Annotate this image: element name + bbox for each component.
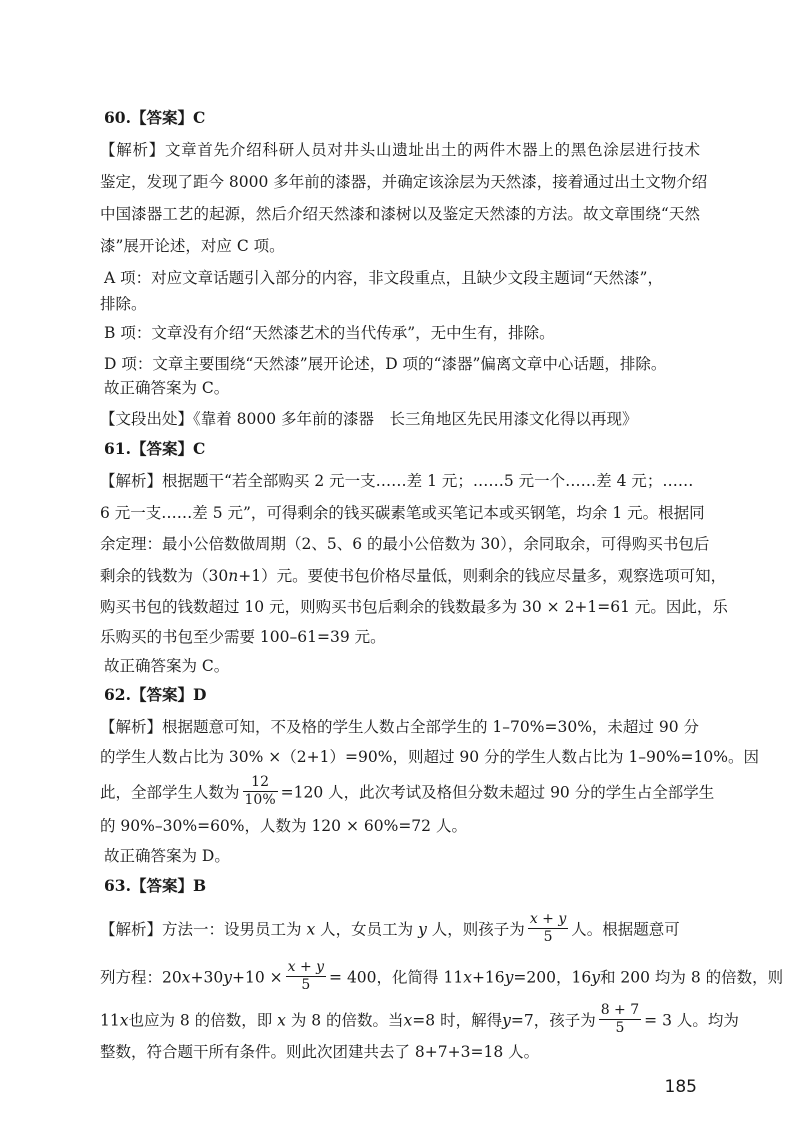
q60-final-answer: 故正确答案为 C。	[104, 379, 230, 397]
q63-analysis-line: 整数，符合题干所有条件。则此次团建共去了 8+7+3=18 人。	[100, 1043, 540, 1061]
q60-option-a-cont: 排除。	[100, 295, 147, 313]
q60-option-b: B 项：文章没有介绍“天然漆艺术的当代传承”，无中生有，排除。	[104, 324, 555, 342]
q62-analysis-line: 的学生人数占比为 30% ×（2+1）=90%，则超过 90 分的学生人数占比为 1–90%=10%。因	[100, 748, 759, 766]
q60-analysis-line: 中国漆器工艺的起源，然后介绍天然漆和漆树以及鉴定天然漆的方法。故文章围绕“天然	[100, 205, 700, 223]
page-number: 185	[664, 1077, 697, 1097]
q62-analysis-line: 此，全部学生人数为 $\frac{12}{10\%}$ =120 人，此次考试及格但分数未超过 90 分的学生占全部学生	[100, 774, 715, 808]
q61-analysis-line: 剩余的钱数为（30n+1）元。要使书包价格尽量低，则剩余的钱应尽量多，观察选项可知，	[100, 567, 727, 585]
fraction: $\frac{x + y}{5}$	[529, 911, 567, 945]
q60-option-a: A 项：对应文章话题引入部分的内容，非文段重点，且缺少文段主题词“天然漆”，	[104, 269, 663, 287]
q60-source: 【文段出处】《靠着 8000 多年前的漆器 长三角地区先民用漆文化得以再现》	[100, 410, 638, 428]
q61-analysis-line: 购买书包的钱数超过 10 元，则购买书包后剩余的钱数最多为 30 × 2+1=61 元。因此，乐	[100, 598, 728, 616]
q60-analysis-line: 漆”展开论述，对应 C 项。	[100, 237, 285, 255]
q62-analysis-line: 【解析】根据题意可知，不及格的学生人数占全部学生的 1–70%=30%，未超过 90 分	[100, 718, 700, 736]
q60-analysis-line: 鉴定，发现了距今 8000 多年前的漆器，并确定该涂层为天然漆，接着通过出土文物介绍	[100, 173, 708, 191]
q60-answer-heading: 60.【答案】C	[104, 108, 206, 127]
fraction: $\frac{12}{10\%}$	[244, 774, 276, 808]
q61-final-answer: 故正确答案为 C。	[104, 657, 230, 675]
fraction: $\frac{x + y}{5}$	[287, 959, 325, 993]
q61-analysis-line: 【解析】根据题干“若全部购买 2 元一支……差 1 元；……5 元一个……差 4 元；……	[100, 472, 694, 490]
q60-option-d: D 项：文章主要围绕“天然漆”展开论述，D 项的“漆器”偏离文章中心话题，排除。	[104, 355, 667, 373]
q63-answer-heading: 63.【答案】B	[104, 876, 207, 895]
q61-analysis-line: 乐购买的书包至少需要 100–61=39 元。	[100, 628, 386, 646]
fraction: $\frac{8 + 7}{5}$	[600, 1002, 640, 1036]
q63-analysis-line: 【解析】方法一：设男员工为 x 人，女员工为 y 人，则孩子为 $\frac{x + y}{5}$ 人。根据题意可	[100, 911, 680, 945]
q60-analysis-line: 【解析】文章首先介绍科研人员对井头山遗址出土的两件木器上的黑色涂层进行技术	[100, 141, 700, 159]
q63-analysis-line: 列方程：20x+30y+10 × $\frac{x + y}{5}$ = 400，化简得 11x+16y=200，16y和 200 均为 8 的倍数，则	[100, 959, 784, 993]
q62-final-answer: 故正确答案为 D。	[104, 847, 230, 865]
q62-answer-heading: 62.【答案】D	[104, 685, 207, 704]
q61-answer-heading: 61.【答案】C	[104, 439, 206, 458]
q61-analysis-line: 余定理：最小公倍数做周期（2、5、6 的最小公倍数为 30），余同取余，可得购买书包后	[100, 535, 710, 553]
q63-analysis-line: 11x也应为 8 的倍数，即 x 为 8 的倍数。当x=8 时，解得y=7，孩子为 $\frac{8 + 7}{5}$ = 3 人。均为	[100, 1002, 739, 1036]
q61-analysis-line: 6 元一支……差 5 元”，可得剩余的钱买碳素笔或买笔记本或买钢笔，均余 1 元。根据同	[100, 504, 705, 522]
q62-analysis-line: 的 90%–30%=60%，人数为 120 × 60%=72 人。	[100, 817, 467, 835]
